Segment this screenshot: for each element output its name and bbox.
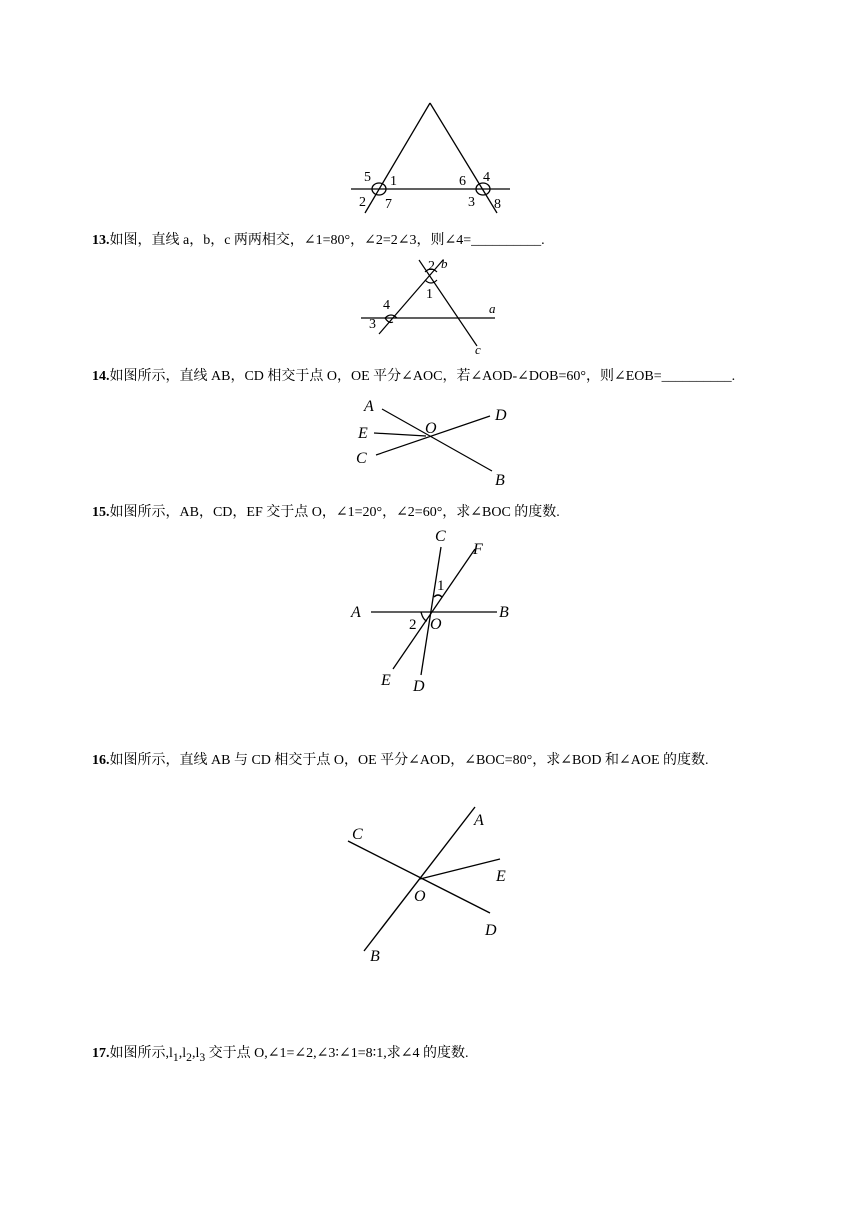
line-ab	[364, 807, 475, 951]
label-b: b	[441, 256, 448, 271]
line-cd	[421, 547, 441, 675]
question-13	[92, 230, 782, 252]
label-B: B	[499, 604, 509, 621]
label-1: 1	[390, 174, 397, 189]
label-A: A	[474, 812, 484, 829]
question-number: 13.	[92, 233, 110, 248]
label-O: O	[430, 616, 442, 633]
label-O: O	[414, 888, 426, 905]
ray-oe	[374, 433, 426, 436]
label-2: 2	[428, 259, 435, 274]
label-E: E	[358, 425, 368, 442]
label-E: E	[496, 868, 506, 885]
label-A: A	[364, 398, 374, 415]
question-number: 17.	[92, 1046, 110, 1061]
label-8: 8	[494, 197, 501, 212]
label-C: C	[352, 826, 363, 843]
label-c: c	[475, 342, 481, 357]
figure-triangle-angles	[345, 95, 515, 220]
label-4: 4	[383, 298, 390, 313]
label-2: 2	[359, 195, 366, 210]
label-5: 5	[364, 170, 371, 185]
label-3: 3	[468, 195, 475, 210]
question-text: 如图所示，AB，CD，EF 交于点 O，∠1=20°，∠2=60°，求∠BOC 的度数.	[109, 505, 560, 520]
label-D: D	[413, 678, 425, 695]
label-1: 1	[426, 287, 433, 302]
label-C: C	[356, 450, 367, 467]
question-16	[92, 750, 782, 772]
question-number: 15.	[92, 505, 110, 520]
label-D: D	[495, 407, 507, 424]
question-text: 如图所示，直线 AB，CD 相交于点 O，OE 平分∠AOC，若∠AOD-∠DOB=60°，则∠EOB=__________.	[109, 369, 736, 384]
line-ab	[382, 409, 492, 471]
angle-arc-1	[425, 280, 437, 283]
label-2: 2	[409, 617, 417, 633]
label-O: O	[425, 420, 437, 437]
label-D: D	[485, 922, 497, 939]
label-3: 3	[369, 317, 376, 332]
figure-lines-ab-cd-oe	[340, 795, 520, 970]
figure-three-lines	[355, 256, 515, 358]
label-1: 1	[437, 578, 445, 594]
label-F: F	[473, 541, 483, 558]
label-E: E	[381, 672, 391, 689]
question-17: 17.如图所示$,l_1,l_2,l_3$ 交于点 O,∠1=∠2,∠3∶∠1=8∶1,求∠4 的度数.	[92, 1046, 469, 1064]
question-text: 如图，直线 a，b，c 两两相交，∠1=80°，∠2=2∠3，则∠4=__________.	[109, 233, 545, 248]
triangle-left-side	[365, 103, 430, 213]
label-a: a	[489, 301, 496, 316]
question-number: 16.	[92, 753, 110, 768]
question-15	[92, 502, 782, 524]
label-6: 6	[459, 174, 466, 189]
question-text: 如图所示，直线 AB 与 CD 相交于点 O，OE 平分∠AOD，∠BOC=80°，求∠BOD 和∠AOE 的度数.	[109, 753, 709, 768]
label-7: 7	[385, 197, 392, 212]
angle-arc-1	[434, 595, 442, 597]
label-4: 4	[483, 170, 490, 185]
label-C: C	[435, 528, 446, 545]
question-number: 14.	[92, 369, 110, 384]
label-A: A	[351, 604, 361, 621]
line-ef	[393, 549, 475, 669]
figure-three-lines-o	[345, 525, 525, 700]
triangle-right-side	[430, 103, 497, 213]
label-B: B	[495, 472, 505, 489]
label-B: B	[370, 948, 380, 965]
figure-intersecting-lines-oe	[350, 395, 520, 490]
question-14	[92, 366, 782, 388]
